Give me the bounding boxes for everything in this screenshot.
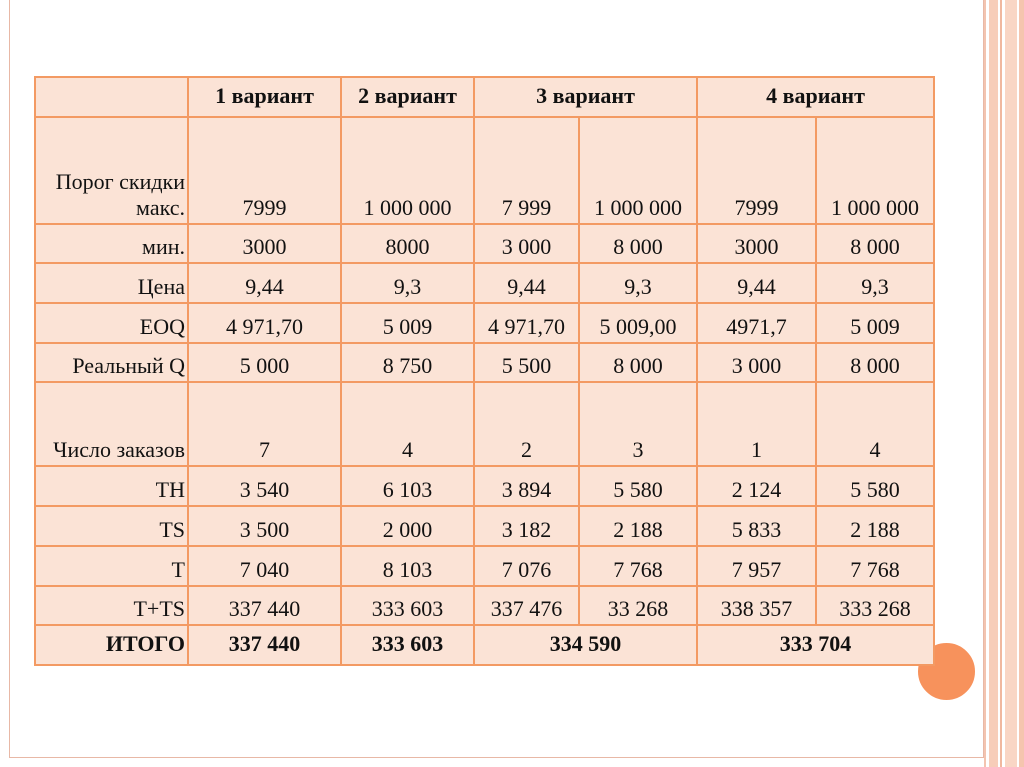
cell: 2 000 [341, 506, 474, 546]
header-empty-cell [35, 77, 188, 117]
cell: 8 000 [579, 343, 697, 383]
cell: 5 580 [816, 466, 934, 506]
table-row [35, 117, 934, 224]
table-row [35, 546, 934, 586]
cell: 3 000 [697, 343, 816, 383]
cell: 3 [579, 382, 697, 466]
variants-table [34, 76, 935, 666]
cell: 5 000 [188, 343, 341, 383]
table-row [35, 263, 934, 303]
cell: 9,44 [697, 263, 816, 303]
cell: 7 999 [474, 117, 579, 224]
cell: 7 768 [816, 546, 934, 586]
cell: 3 500 [188, 506, 341, 546]
cell: 3 182 [474, 506, 579, 546]
cell: 8 000 [816, 224, 934, 264]
cell: 333 603 [341, 586, 474, 626]
cell: 3 540 [188, 466, 341, 506]
cell: 4 [341, 382, 474, 466]
total-cell: 333 704 [697, 625, 934, 665]
cell: 4 971,70 [474, 303, 579, 343]
cell: 1 000 000 [341, 117, 474, 224]
cell: 2 188 [816, 506, 934, 546]
cell: 3 000 [474, 224, 579, 264]
cell: 333 268 [816, 586, 934, 626]
total-cell: 334 590 [474, 625, 697, 665]
cell: 8 103 [341, 546, 474, 586]
cell: 337 440 [188, 586, 341, 626]
cell: 7 957 [697, 546, 816, 586]
cell: 9,44 [188, 263, 341, 303]
cell: 9,3 [579, 263, 697, 303]
table-row [35, 586, 934, 626]
cell: 9,3 [341, 263, 474, 303]
cell: 4 971,70 [188, 303, 341, 343]
cell: 8 750 [341, 343, 474, 383]
header-variant-2: 2 вариант [341, 77, 474, 117]
cell: 5 580 [579, 466, 697, 506]
table-row [35, 224, 934, 264]
cell: 7 768 [579, 546, 697, 586]
cell: 2 124 [697, 466, 816, 506]
row-label: T+TS [35, 586, 188, 626]
cell: 8 000 [579, 224, 697, 264]
cell: 6 103 [341, 466, 474, 506]
cell: 337 476 [474, 586, 579, 626]
cell: 3 894 [474, 466, 579, 506]
cell: 1 000 000 [579, 117, 697, 224]
table-row [35, 466, 934, 506]
total-label: ИТОГО [35, 625, 188, 665]
cell: 7 [188, 382, 341, 466]
header-row [35, 77, 934, 117]
decorative-stripes [984, 0, 1024, 767]
cell: 33 268 [579, 586, 697, 626]
header-variant-1: 1 вариант [188, 77, 341, 117]
cell: 1 000 000 [816, 117, 934, 224]
table-row [35, 506, 934, 546]
cell: 8 000 [816, 343, 934, 383]
cell: 7999 [697, 117, 816, 224]
cell: 4971,7 [697, 303, 816, 343]
row-label: Цена [35, 263, 188, 303]
total-cell: 337 440 [188, 625, 341, 665]
row-label: Число заказов [35, 382, 188, 466]
total-cell: 333 603 [341, 625, 474, 665]
cell: 9,44 [474, 263, 579, 303]
cell: 5 009 [816, 303, 934, 343]
cell: 1 [697, 382, 816, 466]
row-label: TH [35, 466, 188, 506]
row-label: TS [35, 506, 188, 546]
cell: 2 [474, 382, 579, 466]
table-row [35, 303, 934, 343]
total-row [35, 625, 934, 665]
cell: 9,3 [816, 263, 934, 303]
cell: 8000 [341, 224, 474, 264]
row-label: Порог скидки макс. [35, 117, 188, 224]
cell: 5 009 [341, 303, 474, 343]
table-row [35, 382, 934, 466]
cell: 3000 [697, 224, 816, 264]
header-variant-4: 4 вариант [697, 77, 934, 117]
row-label: T [35, 546, 188, 586]
row-label: EOQ [35, 303, 188, 343]
cell: 3000 [188, 224, 341, 264]
cell: 4 [816, 382, 934, 466]
cell: 7999 [188, 117, 341, 224]
header-variant-3: 3 вариант [474, 77, 697, 117]
cell: 338 357 [697, 586, 816, 626]
row-label: мин. [35, 224, 188, 264]
cell: 7 040 [188, 546, 341, 586]
table-row [35, 343, 934, 383]
cell: 5 009,00 [579, 303, 697, 343]
cell: 7 076 [474, 546, 579, 586]
cell: 2 188 [579, 506, 697, 546]
cell: 5 500 [474, 343, 579, 383]
row-label: Реальный Q [35, 343, 188, 383]
cell: 5 833 [697, 506, 816, 546]
